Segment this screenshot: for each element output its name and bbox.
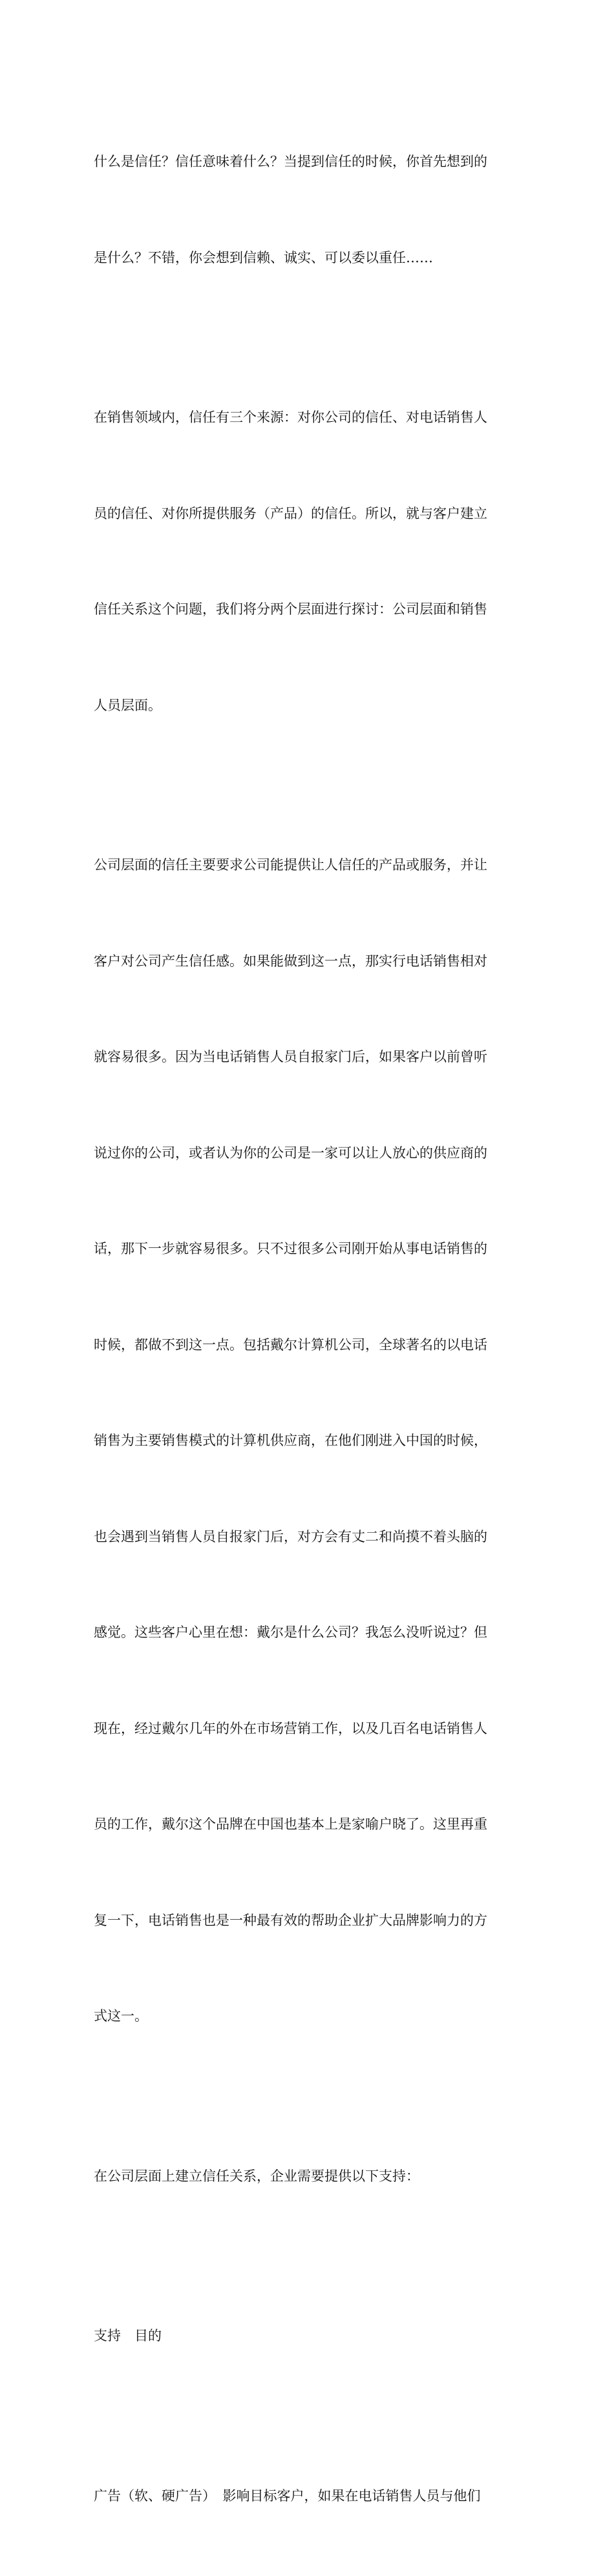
table-header-row	[94, 2256, 524, 2416]
paragraph-company-support-intro	[94, 2097, 524, 2257]
text-line: 客户对公司产生信任感。如果能做到这一点，那实行电话销售相对	[94, 946, 524, 978]
text-line: 是什么？不错，你会想到信赖、诚实、可以委以重任……	[94, 242, 524, 275]
document-body	[94, 82, 524, 2576]
paragraph-company-level-trust	[94, 785, 524, 2097]
text-line: 在公司层面上建立信任关系，企业需要提供以下支持：	[94, 2161, 524, 2193]
text-line: 时候，都做不到这一点。包括戴尔计算机公司，全球著名的以电话	[94, 1329, 524, 1362]
text-line: 支持 目的	[94, 2320, 524, 2353]
text-line: 现在，经过戴尔几年的外在市场营销工作，以及几百名电话销售人	[94, 1713, 524, 1745]
text-line: 人员层面。	[94, 690, 524, 722]
text-line: 感觉。这些客户心里在想：戴尔是什么公司？我怎么没听说过？但	[94, 1617, 524, 1649]
text-line: 话，那下一步就容易很多。只不过很多公司刚开始从事电话销售的	[94, 1233, 524, 1265]
text-line: 在销售领域内，信任有三个来源：对你公司的信任、对电话销售人	[94, 402, 524, 434]
text-line: 员的工作，戴尔这个品牌在中国也基本上是家喻户晓了。这里再重	[94, 1809, 524, 1841]
table-row-advertising	[94, 2416, 524, 2576]
text-line: 信任关系这个问题，我们将分两个层面进行探讨：公司层面和销售	[94, 594, 524, 626]
text-line: 员的信任、对你所提供服务（产品）的信任。所以，就与客户建立	[94, 498, 524, 530]
text-line: 什么是信任？信任意味着什么？当提到信任的时候，你首先想到的	[94, 146, 524, 178]
text-line: 也会遇到当销售人员自报家门后，对方会有丈二和尚摸不着头脑的	[94, 1521, 524, 1553]
document-page	[0, 0, 614, 868]
paragraph-what-is-trust	[94, 82, 524, 338]
paragraph-trust-sources	[94, 338, 524, 785]
text-line: 复一下，电话销售也是一种最有效的帮助企业扩大品牌影响力的方	[94, 1905, 524, 1937]
text-line: 公司层面的信任主要要求公司能提供让人信任的产品或服务，并让	[94, 849, 524, 882]
text-line: 销售为主要销售模式的计算机供应商，在他们刚进入中国的时候，	[94, 1425, 524, 1457]
text-line: 说过你的公司，或者认为你的公司是一家可以让人放心的供应商的	[94, 1137, 524, 1170]
text-line: 广告（软、硬广告） 影响目标客户，如果在电话销售人员与他们	[94, 2480, 524, 2513]
text-line: 式这一。	[94, 2000, 524, 2033]
text-line: 就容易很多。因为当电话销售人员自报家门后，如果客户以前曾听	[94, 1041, 524, 1074]
